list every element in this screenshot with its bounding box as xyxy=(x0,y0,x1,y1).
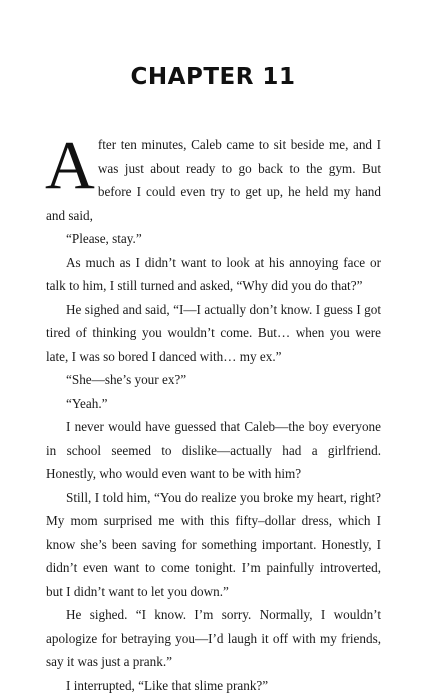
paragraph: As much as I didn’t want to look at his annoying face or talk to him, I still turned and asked, “Why did you do that?” xyxy=(46,251,381,298)
chapter-body xyxy=(46,133,381,697)
paragraph: “Please, stay.” xyxy=(46,227,381,251)
paragraph: Still, I told him, “You do realize you broke my heart, right? My mom surprised me with this fifty–dollar dress, which I know she’s been saving for something important. Honestly, I didn’t even want to come tonight. I’m painfully introverted, but I didn’t want to let you down.” xyxy=(46,486,381,604)
paragraph: “Yeah.” xyxy=(46,392,381,416)
paragraph: He sighed. “I know. I’m sorry. Normally, I wouldn’t apologize for betraying you—I’d laugh it off with my friends, say it was just a prank.” xyxy=(46,603,381,674)
paragraph: He sighed and said, “I—I actually don’t know. I guess I got tired of thinking you wouldn’t come. But… when you were late, I was so bored I danced with… my ex.” xyxy=(46,298,381,369)
chapter-title: CHAPTER 11 xyxy=(0,64,426,90)
drop-cap: A xyxy=(45,133,95,195)
opening-text: fter ten minutes, Caleb came to sit beside me, and I was just about ready to go back to the gym. But before I could even try to get up, he held my hand and said, xyxy=(46,137,381,223)
paragraph: “She—she’s your ex?” xyxy=(46,368,381,392)
opening-paragraph xyxy=(46,133,381,227)
paragraph: I never would have guessed that Caleb—the boy everyone in school seemed to dislike—actually had a girlfriend. Honestly, who would even want to be with him? xyxy=(46,415,381,486)
paragraph: I interrupted, “Like that slime prank?” xyxy=(46,674,381,697)
